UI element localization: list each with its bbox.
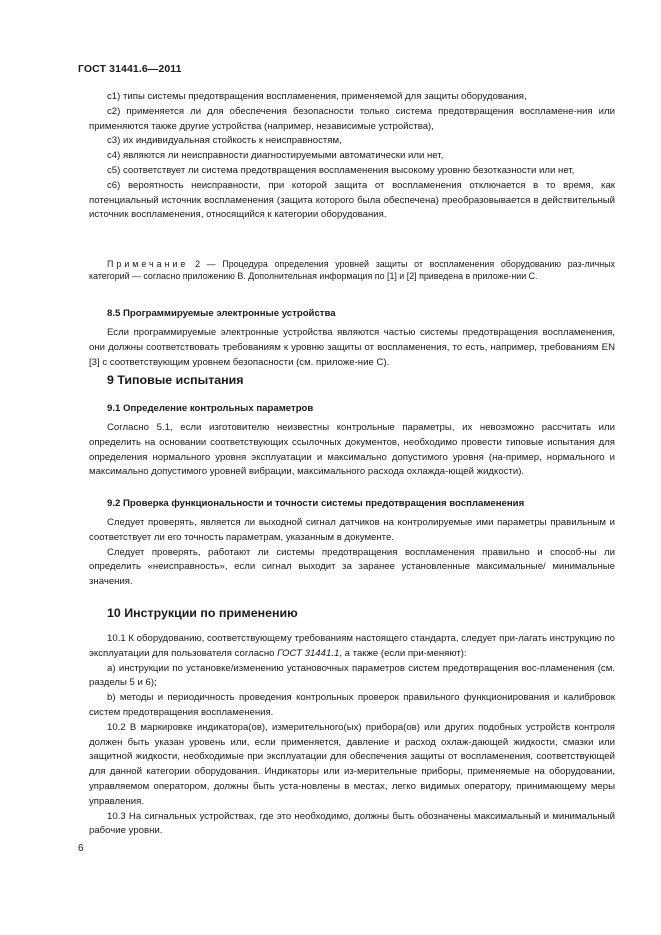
section-9-2-body — [89, 516, 615, 590]
document-code-header: ГОСТ 31441.6—2011 — [78, 63, 182, 75]
section-9-1-body — [89, 421, 615, 480]
list-item: с2) применяется ли для обеспечения безопасности только система предотвращения воспламене-ния или применяются также другие устройства (например, независимые устройства), — [89, 105, 615, 132]
paragraph-10-1 — [89, 632, 615, 662]
list-item: с3) их индивидуальная стойкость к неисправностям, — [107, 135, 342, 147]
page-number: 6 — [78, 843, 84, 854]
note-2 — [89, 258, 615, 283]
paragraph: Следует проверять, работают ли системы предотвращения воспламенения правильно и способ-ны ли определить «неисправность», если сигнал выходит за заранее установленные максимальные/ минимальные значения. — [89, 546, 615, 588]
paragraph: Согласно 5.1, если изготовителю неизвестны контрольные параметры, их невозможно рассчитать или определить на основании соответствующих ссылочных документов, необходимо провести типовые испытания для определения нормального уровня эксплуатации и максимально допустимого уровня (на-пример, нормального и максимально допустимого уровней вибрации, максимального расхода охлажда-ющей жидкости). — [89, 422, 615, 478]
list-item: с1) типы системы предотвращения воспламенения, применяемой для защиты оборудования, — [107, 91, 527, 102]
list-item: с5) соответствует ли система предотвращения воспламенения высокому уровню безотказности или нет, — [107, 164, 575, 176]
list-item-b: b) методы и периодичность проведения контрольных проверок правильного функционирования и калибровок систем предотвращения воспламенения. — [89, 692, 615, 718]
paragraph-text: 10.1 К оборудованию, соответствующему требованиям настоящего стандарта, следует при-лагать инструкцию по эксплуатации для пользователя согласно — [89, 633, 615, 659]
list-item: с4) являются ли неисправности диагностируемыми автоматически или нет, — [107, 150, 444, 162]
section-10-body — [89, 632, 615, 839]
paragraph-text: , а также (если при-меняют): — [339, 647, 467, 659]
section-9-1-title: 9.1 Определение контрольных параметров — [107, 403, 314, 414]
criteria-list — [89, 90, 615, 223]
list-item: с6) вероятность неисправности, при которой защита от воспламенения отключается в то время, как потенциальный источник воспламенения (защита которого была обеспечена) преобразовывается в действительный источник воспламенения, относящийся к категории оборудования. — [89, 179, 615, 221]
section-10-title: 10 Инструкции по применению — [107, 606, 298, 620]
paragraph: Следует проверять, является ли выходной сигнал датчиков на контролируемые ими параметры правильным и соответствует ли его точность параметрам, указанным в документе. — [89, 517, 615, 543]
standard-reference: ГОСТ 31441.1 — [277, 647, 340, 659]
note-text: 2 — Процедура определения уровней защиты от воспламенения оборудованию раз-личных категорий — согласно приложению В. Дополнительная информация по [1] и [2] приведена в приложе-нии С. — [89, 259, 615, 282]
paragraph-10-3: 10.3 На сигнальных устройствах, где это необходимо, должны быть обозначены максимальный и минимальный рабочие уровни. — [89, 810, 615, 837]
paragraph-10-2: 10.2 В маркировке индикатора(ов), измерительного(ых) прибора(ов) или других подобных устройств контроля должен быть указан уровень или, если применяется, давление и расход охлаж-дающей жидкости, смазки или защитной жидкости, необходимые при эксплуатации для обеспечения защиты от воспламенения, соответствующей для данной категории оборудования. Индикаторы или из-мерительные приборы, применяемые на оборудовании, управляемом оператором, должны быть уста-новлены в местах, легко видимых оператору, принимающему меры управления. — [89, 721, 615, 807]
section-8-5-body — [89, 326, 615, 370]
section-9-2-title: 9.2 Проверка функциональности и точности системы предотвращения воспламенения — [107, 498, 525, 509]
section-8-5-title: 8.5 Программируемые электронные устройства — [107, 308, 336, 319]
section-9-title: 9 Типовые испытания — [107, 373, 244, 387]
list-item-a: а) инструкции по установке/изменению установочных параметров систем предотвращения вос-пламенения (см. разделы 5 и 6); — [89, 662, 615, 689]
note-label: Примечание — [107, 259, 189, 269]
paragraph: Если программируемые электронные устройства являются частью системы предотвращения воспламенения, они должны соответствовать требованиям к уровню защиты от воспламенения, то есть, например, требованиям EN [3] с соответствующим уровнем безопасности (см. приложе-ние С). — [89, 327, 615, 368]
